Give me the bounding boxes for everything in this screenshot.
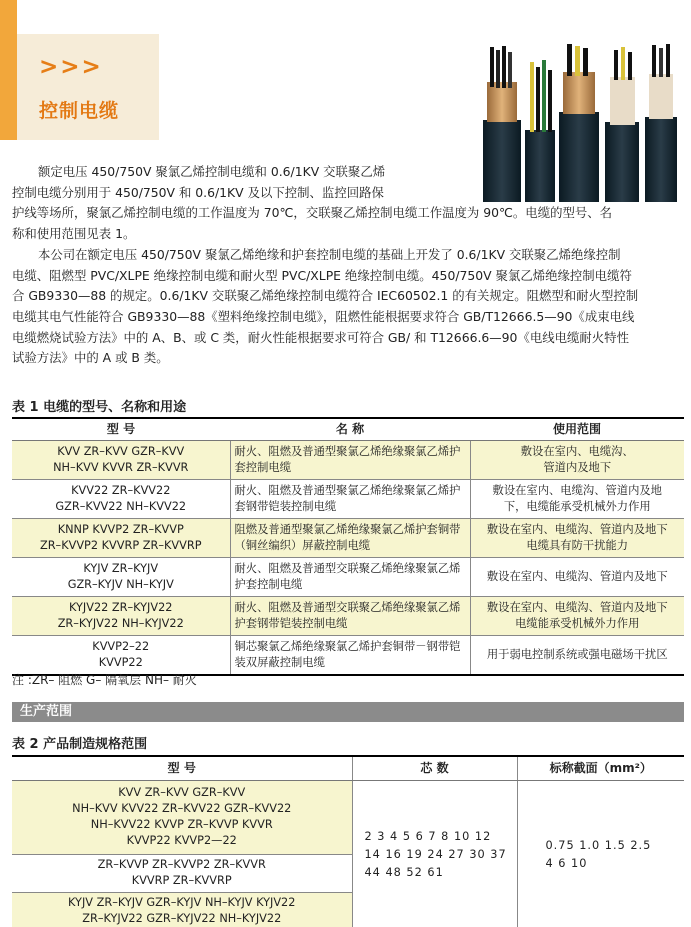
model-cell — [12, 854, 352, 892]
column-header-model: 型 号 — [12, 418, 230, 440]
column-header-name: 名 称 — [230, 418, 470, 440]
column-header-usage: 使用范围 — [470, 418, 684, 440]
usage-cell — [470, 596, 684, 635]
usage-text: 敷设在室内、电缆沟、管道内及地下 — [486, 600, 668, 614]
usage-text: 电缆具有防干扰能力 — [526, 538, 629, 552]
model-cell — [12, 518, 230, 557]
intro-line: 电缆、阻燃型 PVC/XLPE 绝缘控制电缆和耐火型 PVC/XLPE 绝缘控制电缆。450/750V 聚氯乙烯绝缘控制电缆符 — [12, 267, 632, 283]
name-cell: 耐火、阻燃及普通型聚氯乙烯绝缘聚氯乙烯护套钢带铠装控制电缆 — [230, 479, 470, 518]
usage-text: 敷设在室内、电缆沟、 — [520, 444, 634, 458]
section-text: 0.75 1.0 1.5 2.5 — [545, 839, 652, 853]
intro-line: 电缆燃烧试验方法》中的 A、B、或 C 类，耐火性能根据要求可符合 GB/ 和 T12666.6—90《电线电缆耐火特性 — [12, 329, 629, 345]
model-text: KYJV ZR–KYJV GZR–KYJV NH–KYJV KYJV22 — [68, 896, 296, 910]
model-cell — [12, 557, 230, 596]
intro-text — [12, 162, 684, 369]
model-text: KVV ZR–KVV GZR–KVV — [118, 786, 246, 799]
model-text: KVV22 ZR–KVV22 — [71, 483, 171, 497]
table1-caption: 表 1 电缆的型号、名称和用途 — [12, 400, 187, 415]
column-header-section: 标称截面（mm²） — [517, 756, 684, 780]
cores-cell — [352, 780, 517, 927]
intro-line: 本公司在额定电压 450/750V 聚氯乙烯绝缘和护套控制电缆的基础上开发了 0.6/1KV 交联聚乙烯绝缘控制 — [38, 246, 621, 262]
table-row — [12, 596, 684, 635]
intro-line: 电缆其电气性能符合 GB9330—88《塑料绝缘控制电缆》，阻燃性能根据要求符合 GB/T12666.5—90《成束电线 — [12, 308, 635, 324]
table1-note: 注 :ZR– 阻燃 G– 隔氧层 NH– 耐火 — [12, 673, 197, 687]
cores-text: 2 3 4 5 6 7 8 10 12 — [364, 830, 492, 844]
name-cell: 阻燃及普通型聚氯乙烯绝缘聚氯乙烯护套铜带（铜丝编织）屏蔽控制电缆 — [230, 518, 470, 557]
model-text: NH–KVV KVVR ZR–KVVR — [53, 460, 189, 474]
intro-line: 额定电压 450/750V 聚氯乙烯控制电缆和 0.6/1KV 交联聚乙烯 — [38, 164, 386, 179]
section-cell — [517, 780, 684, 927]
section-bar: 生产范围 — [12, 702, 684, 722]
name-cell: 铜芯聚氯乙烯绝缘聚氯乙烯护套铜带－钢带铠装双屏蔽控制电缆 — [230, 635, 470, 675]
table-row — [12, 479, 684, 518]
table-row — [12, 780, 684, 854]
model-text: ZR–KYJV22 NH–KYJV22 — [57, 616, 184, 630]
intro-line: 称和使用范围见表 1。 — [12, 226, 136, 242]
usage-text: 敷设在室内、电缆沟、管道内及地下 — [486, 569, 668, 583]
header-panel — [17, 34, 159, 140]
model-text: KVVRP ZR–KVVRP — [131, 874, 232, 887]
intro-line: 护线等场所，聚氯乙烯控制电缆的工作温度为 70℃，交联聚乙烯控制电缆工作温度为 90℃。电缆的型号、名 — [12, 205, 613, 221]
cores-text: 44 48 52 61 — [364, 866, 444, 880]
model-text: KVV ZR–KVV GZR–KVV — [57, 444, 185, 458]
usage-text: 管道内及地下 — [543, 460, 612, 474]
usage-text: 敷设在室内、电缆沟、管道内及地下 — [486, 522, 668, 536]
usage-cell — [470, 518, 684, 557]
model-cell — [12, 892, 352, 927]
table-header-row — [12, 756, 684, 780]
model-cell — [12, 596, 230, 635]
name-cell: 耐火、阻燃及普通型聚氯乙烯绝缘聚氯乙烯护套控制电缆 — [230, 440, 470, 479]
chevron-arrows-icon: >>> — [39, 54, 103, 80]
table-header-row — [12, 418, 684, 440]
model-text: NH–KVV22 KVVP ZR–KVVP KVVR — [90, 818, 273, 831]
model-text: ZR–KVVP ZR–KVVP2 ZR–KVVR — [97, 858, 266, 871]
model-text: GZR–KYJV NH–KYJV — [67, 577, 174, 591]
table-row — [12, 518, 684, 557]
column-header-cores: 芯 数 — [352, 756, 517, 780]
model-text: KVVP22 — [98, 655, 143, 669]
table2-caption: 表 2 产品制造规格范围 — [12, 737, 148, 752]
accent-bar — [0, 0, 17, 140]
cores-text: 14 16 19 24 27 30 37 — [364, 848, 507, 862]
model-text: KYJV ZR–KYJV — [83, 561, 159, 575]
table2 — [12, 755, 684, 927]
table-row — [12, 557, 684, 596]
usage-cell — [470, 479, 684, 518]
intro-line: 试验方法》中的 A 或 B 类。 — [12, 350, 169, 366]
usage-cell — [470, 635, 684, 675]
table-row — [12, 635, 684, 675]
intro-line: 合 GB9330—88 的规定。0.6/1KV 交联聚乙烯绝缘控制电缆符合 IEC60502.1 的有关规定。阻燃型和耐火型控制 — [12, 288, 639, 304]
usage-text: 下，电缆能承受机械外力作用 — [503, 499, 651, 513]
usage-text: 电缆能承受机械外力作用 — [515, 616, 640, 630]
model-text: ZR–KYJV22 GZR–KYJV22 NH–KYJV22 — [82, 912, 282, 926]
model-text: KNNP KVVP2 ZR–KVVP — [57, 522, 184, 536]
table1 — [12, 417, 684, 676]
model-text: GZR–KVV22 NH–KVV22 — [55, 499, 187, 513]
model-cell — [12, 479, 230, 518]
model-text: KYJV22 ZR–KYJV22 — [68, 600, 173, 614]
usage-cell — [470, 440, 684, 479]
page-title: 控制电缆 — [39, 100, 120, 122]
model-text: ZR–KVVP2 KVVRP ZR–KVVRP — [39, 538, 202, 552]
section-text: 4 6 10 — [545, 857, 588, 871]
model-cell — [12, 635, 230, 675]
usage-text: 用于弱电控制系统或强电磁场干扰区 — [486, 647, 668, 661]
usage-text: 敷设在室内、电缆沟、管道内及地 — [492, 483, 662, 497]
name-cell: 耐火、阻燃及普通型交联聚乙烯绝缘聚氯乙烯护套控制电缆 — [230, 557, 470, 596]
column-header-model: 型 号 — [12, 756, 352, 780]
name-cell: 耐火、阻燃及普通型交联聚乙烯绝缘聚氯乙烯护套钢带铠装控制电缆 — [230, 596, 470, 635]
intro-line: 控制电缆分别用于 450/750V 和 0.6/1KV 及以下控制、监控回路保 — [12, 184, 384, 200]
model-cell — [12, 780, 352, 854]
model-cell — [12, 440, 230, 479]
table-row — [12, 440, 684, 479]
model-text: KVVP22 KVVP2—22 — [126, 834, 237, 847]
model-text: KVVP2–22 — [92, 639, 150, 653]
model-text: NH–KVV KVV22 ZR–KVV22 GZR–KVV22 — [72, 802, 292, 815]
usage-cell — [470, 557, 684, 596]
